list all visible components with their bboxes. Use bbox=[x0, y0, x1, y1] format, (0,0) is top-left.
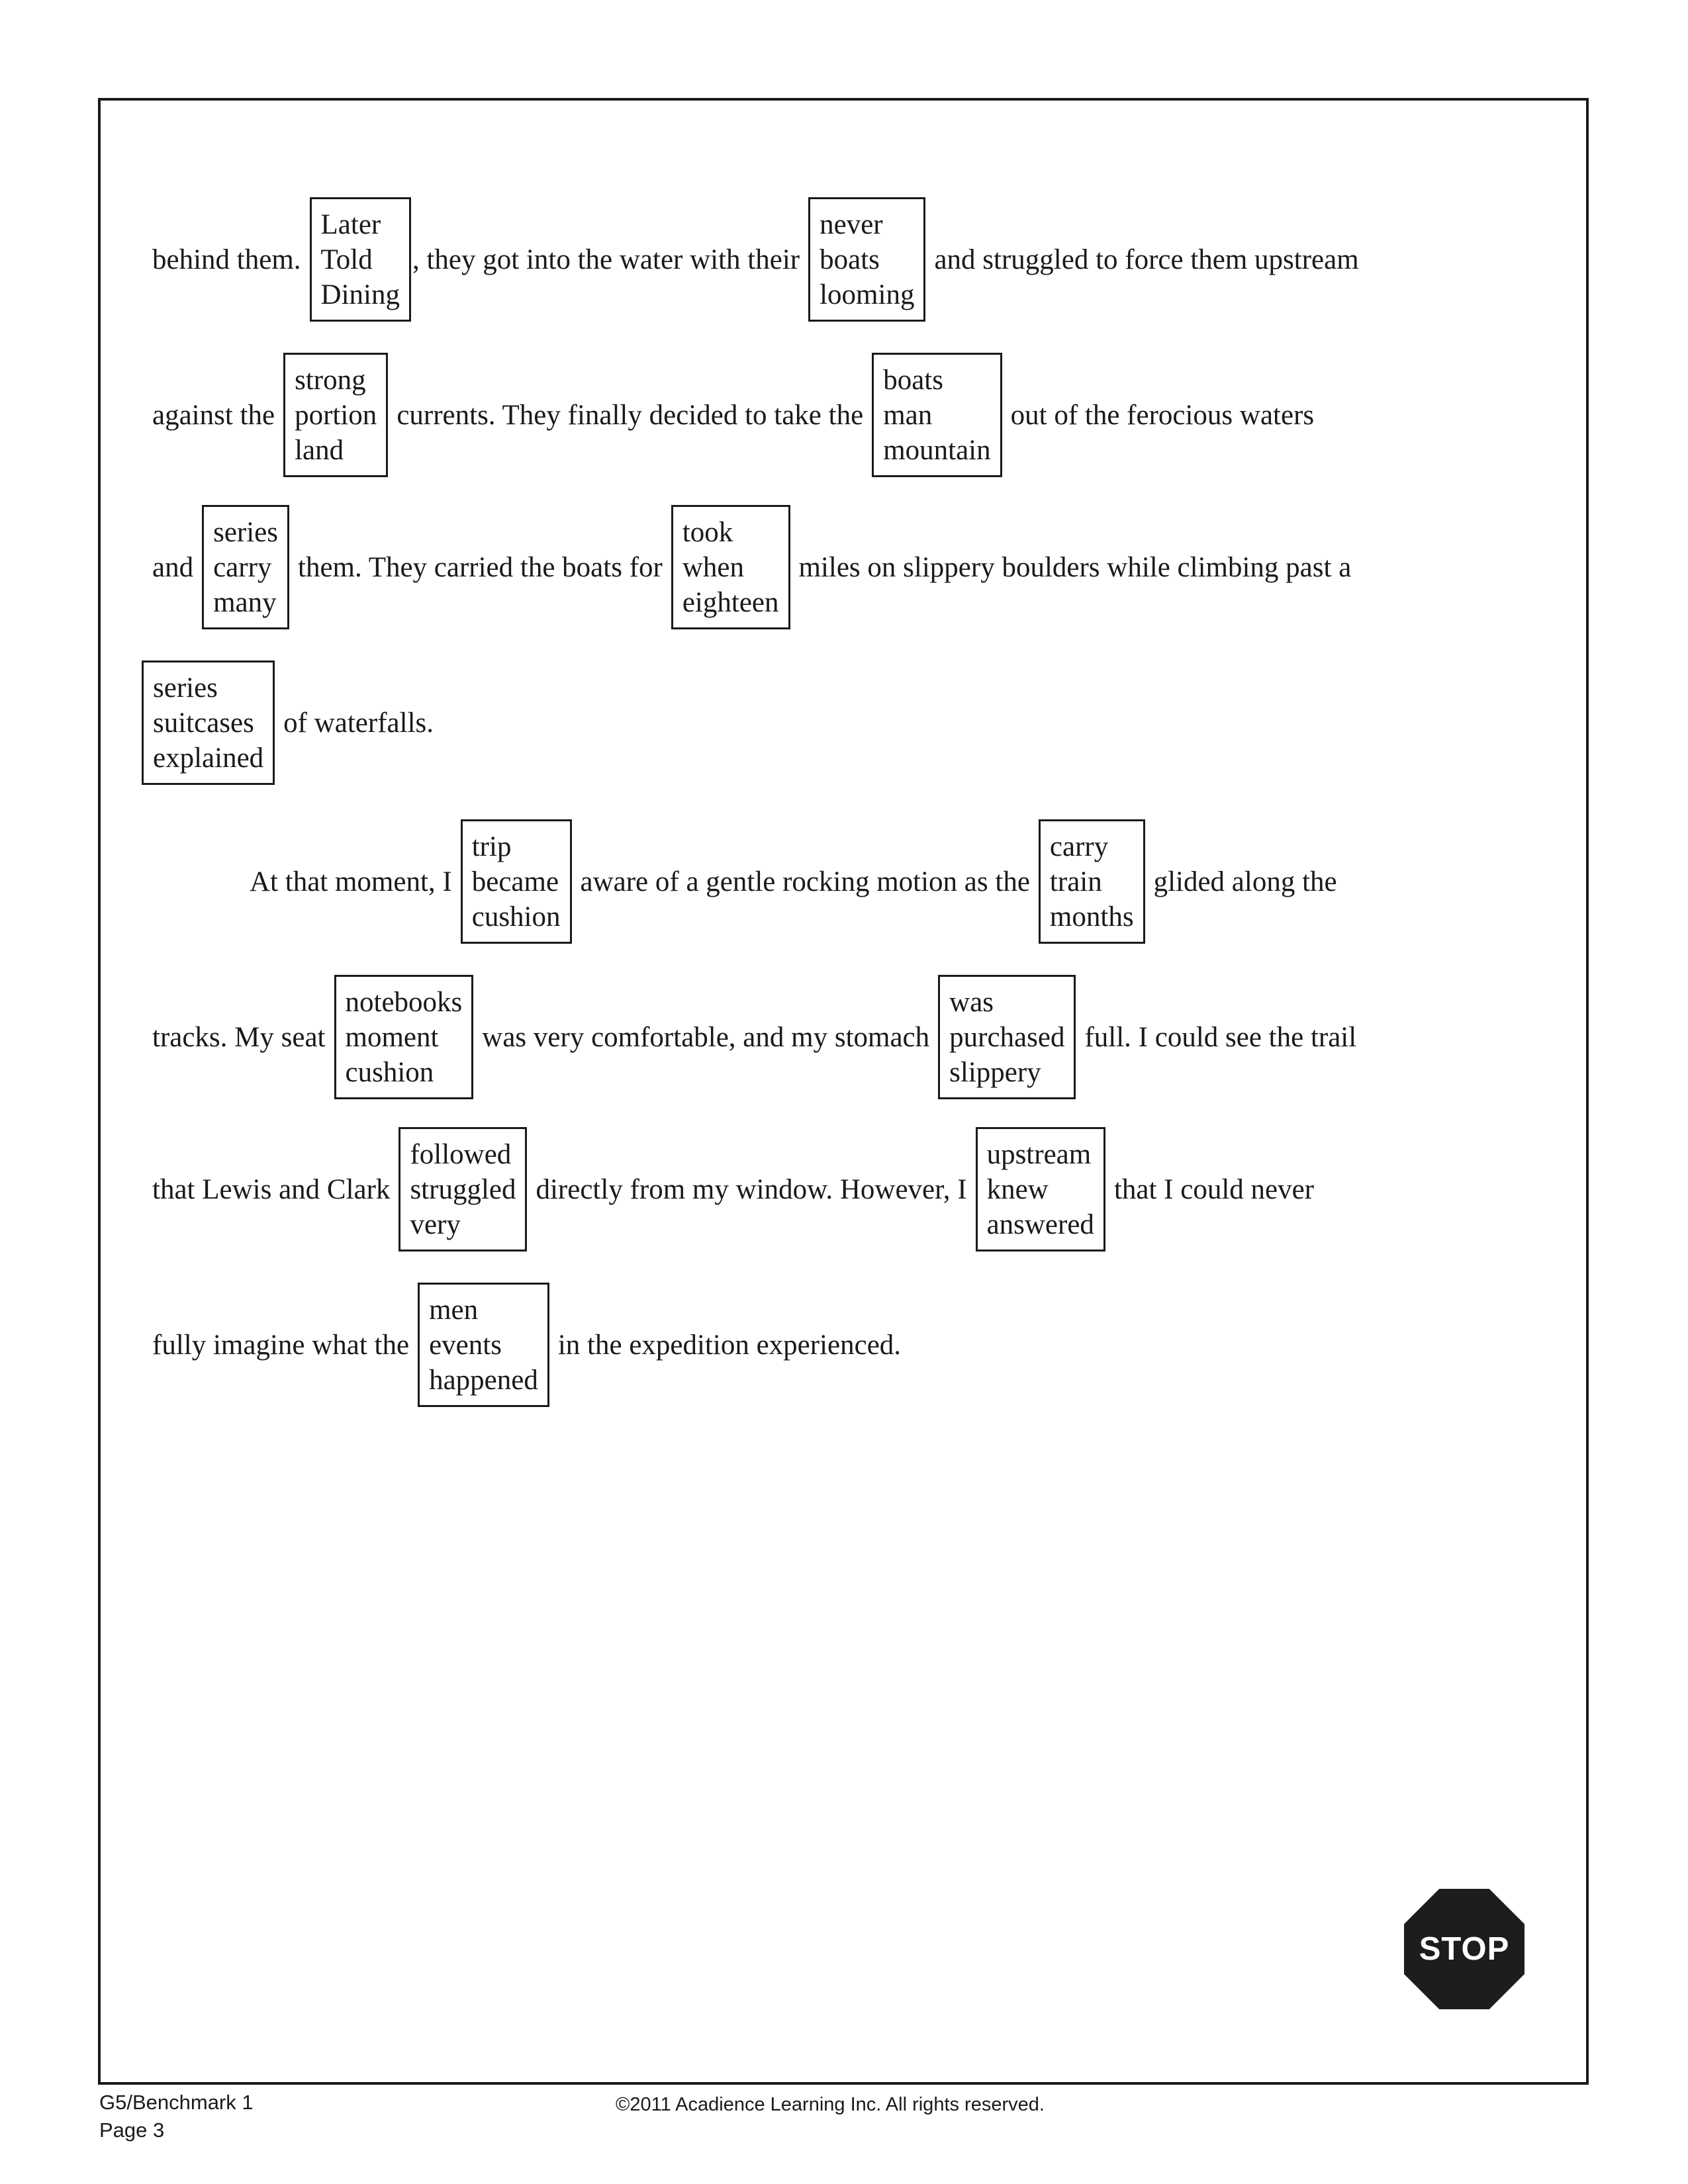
footer-copyright: ©2011 Acadience Learning Inc. All rights reserved. bbox=[616, 2094, 1045, 2115]
word-choice-option[interactable]: suitcases bbox=[153, 707, 254, 739]
stop-sign bbox=[1404, 1889, 1524, 2009]
word-choice-option[interactable]: strong bbox=[295, 364, 366, 396]
passage-row bbox=[142, 660, 442, 786]
word-choice-option[interactable]: upstream bbox=[986, 1138, 1092, 1170]
passage-text: and struggled to force them upstream bbox=[934, 244, 1359, 275]
word-choice-box bbox=[808, 197, 925, 322]
word-choice-option[interactable]: portion bbox=[295, 399, 377, 431]
passage-text: in the expedition experienced. bbox=[557, 1329, 902, 1361]
passage-text: against the bbox=[152, 399, 275, 431]
word-choice-option[interactable]: became bbox=[471, 866, 559, 897]
passage-text: behind them. bbox=[152, 244, 301, 275]
word-choice-option[interactable]: took bbox=[682, 516, 733, 548]
word-choice-option[interactable]: notebooks bbox=[345, 986, 463, 1018]
word-choice-box bbox=[671, 505, 790, 629]
footer-left bbox=[99, 2089, 254, 2144]
word-choice-option[interactable]: Later bbox=[320, 208, 381, 240]
word-choice-option[interactable]: boats bbox=[820, 244, 880, 275]
passage-row bbox=[152, 352, 1323, 478]
word-choice-option[interactable]: was bbox=[949, 986, 994, 1018]
passage-text: miles on slippery boulders while climbing past a bbox=[798, 551, 1352, 583]
word-choice-option[interactable]: looming bbox=[820, 279, 915, 310]
word-choice-box bbox=[1039, 819, 1145, 944]
word-choice-box bbox=[461, 819, 572, 944]
passage-text: At that moment, I bbox=[250, 866, 452, 897]
word-choice-option[interactable]: very bbox=[410, 1208, 461, 1240]
word-choice-option[interactable]: answered bbox=[986, 1208, 1094, 1240]
passage-text: , they got into the water with their bbox=[412, 244, 800, 275]
word-choice-box bbox=[938, 975, 1076, 1099]
word-choice-option[interactable]: man bbox=[883, 399, 933, 431]
word-choice-box bbox=[283, 353, 388, 477]
word-choice-option[interactable]: trip bbox=[471, 831, 512, 862]
word-choice-option[interactable]: purchased bbox=[949, 1021, 1065, 1053]
footer-page-number: Page 3 bbox=[99, 2118, 165, 2142]
passage-text: out of the ferocious waters bbox=[1010, 399, 1315, 431]
word-choice-box bbox=[142, 660, 275, 785]
word-choice-option[interactable]: series bbox=[213, 516, 278, 548]
word-choice-option[interactable]: cushion bbox=[471, 901, 561, 933]
passage-text: currents. They finally decided to take the bbox=[397, 399, 864, 431]
word-choice-option[interactable]: never bbox=[820, 208, 883, 240]
word-choice-option[interactable]: boats bbox=[883, 364, 943, 396]
word-choice-option[interactable]: eighteen bbox=[682, 586, 779, 618]
passage-row bbox=[152, 1126, 1323, 1252]
word-choice-option[interactable]: slippery bbox=[949, 1056, 1041, 1088]
word-choice-option[interactable]: mountain bbox=[883, 434, 991, 466]
word-choice-box bbox=[418, 1283, 549, 1407]
word-choice-option[interactable]: months bbox=[1049, 901, 1134, 933]
passage-area bbox=[98, 98, 1589, 2085]
word-choice-option[interactable]: carry bbox=[213, 551, 272, 583]
passage-row bbox=[152, 197, 1368, 322]
passage-text: fully imagine what the bbox=[152, 1329, 410, 1361]
passage-text: of waterfalls. bbox=[283, 707, 434, 739]
word-choice-option[interactable]: when bbox=[682, 551, 744, 583]
word-choice-option[interactable]: Dining bbox=[320, 279, 400, 310]
word-choice-option[interactable]: men bbox=[429, 1294, 479, 1326]
word-choice-option[interactable]: knew bbox=[986, 1173, 1049, 1205]
stop-sign-label: STOP bbox=[1419, 1931, 1510, 1967]
footer-benchmark-label: G5/Benchmark 1 bbox=[99, 2091, 254, 2114]
word-choice-option[interactable]: struggled bbox=[410, 1173, 516, 1205]
word-choice-option[interactable]: train bbox=[1049, 866, 1102, 897]
word-choice-option[interactable]: events bbox=[429, 1329, 502, 1361]
word-choice-box bbox=[872, 353, 1002, 477]
passage-row bbox=[152, 1282, 910, 1408]
word-choice-option[interactable]: many bbox=[213, 586, 277, 618]
word-choice-box bbox=[202, 505, 289, 629]
passage-text: directly from my window. However, I bbox=[536, 1173, 967, 1205]
word-choice-option[interactable]: explained bbox=[153, 742, 264, 774]
word-choice-option[interactable]: land bbox=[295, 434, 344, 466]
word-choice-option[interactable]: carry bbox=[1049, 831, 1109, 862]
word-choice-option[interactable]: Told bbox=[320, 244, 373, 275]
passage-text: them. They carried the boats for bbox=[298, 551, 663, 583]
word-choice-box bbox=[310, 197, 411, 322]
passage-text: and bbox=[152, 551, 194, 583]
word-choice-box bbox=[334, 975, 474, 1099]
word-choice-box bbox=[976, 1127, 1105, 1251]
passage-text: glided along the bbox=[1153, 866, 1337, 897]
word-choice-option[interactable]: cushion bbox=[345, 1056, 434, 1088]
passage-row bbox=[152, 504, 1360, 630]
passage-row bbox=[250, 819, 1346, 944]
passage-text: aware of a gentle rocking motion as the bbox=[580, 866, 1030, 897]
word-choice-option[interactable]: happened bbox=[429, 1364, 538, 1396]
passage-text: that I could never bbox=[1113, 1173, 1315, 1205]
passage-text: full. I could see the trail bbox=[1084, 1021, 1357, 1053]
word-choice-option[interactable]: moment bbox=[345, 1021, 439, 1053]
word-choice-option[interactable]: series bbox=[153, 672, 218, 704]
passage-text: was very comfortable, and my stomach bbox=[482, 1021, 930, 1053]
passage-text: that Lewis and Clark bbox=[152, 1173, 391, 1205]
word-choice-option[interactable]: followed bbox=[410, 1138, 512, 1170]
passage-row bbox=[152, 974, 1365, 1100]
word-choice-box bbox=[399, 1127, 527, 1251]
passage-text: tracks. My seat bbox=[152, 1021, 326, 1053]
